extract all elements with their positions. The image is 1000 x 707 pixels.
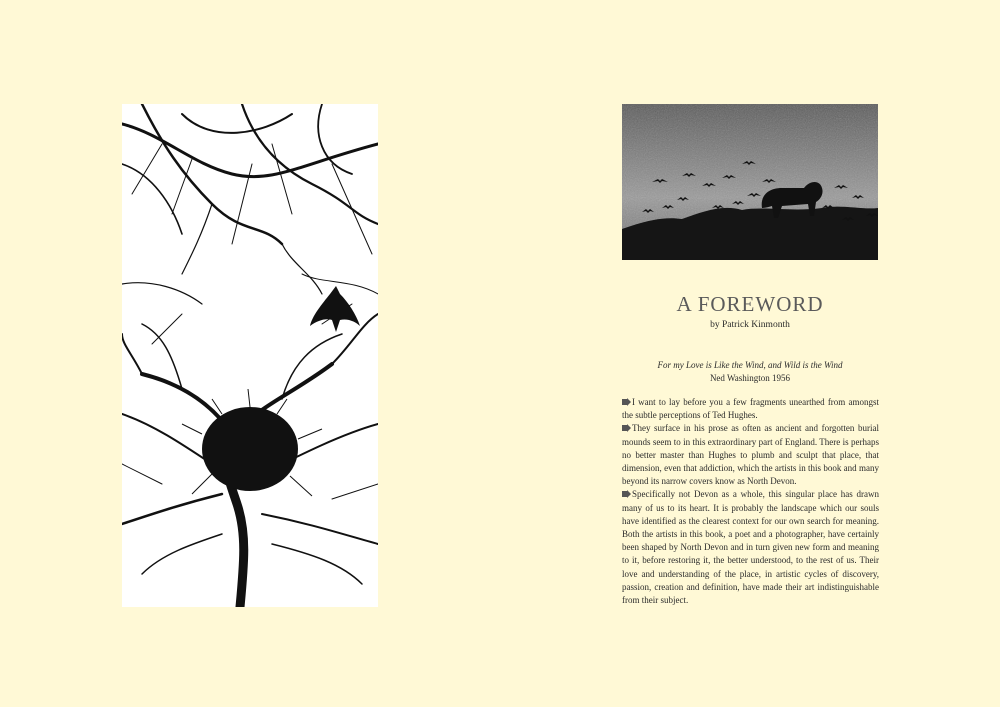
- paragraph-text: They surface in his prose as often as ancient and forgotten burial mounds seem to in this extraordinary part of England. There is perhaps no better master than Hughes to plumb and sculpt that place, that dimension, even that addiction, which the artists in this book and many beyond its narrow covers know as North Devon.: [622, 423, 879, 487]
- epigraph-attribution: Ned Washington 1956: [709, 373, 791, 383]
- page-title: A FOREWORD: [676, 292, 824, 316]
- arrow-bullet-icon: [622, 490, 631, 498]
- paragraph-text: Specifically not Devon as a whole, this singular place has drawn many of us to its heart. It is probably the landscape which our souls have identified as the clearest context for our own search for meaning. Both the artists in this book, a poet and a photographer, have certainly been shaped by North Devon and in turn given new form and meaning to it, before restoring it, the better understood, to the rest of us. Their love and understanding of the place, in artistic cycles of discovery, passion, creation and definition, have made their art indistinguishable from their subject.: [622, 489, 879, 606]
- paragraph: [622, 488, 879, 607]
- sheep-birds-photo: [622, 104, 878, 260]
- paragraph-text: I want to lay before you a few fragments unearthed from amongst the subtle perceptions of Ted Hughes.: [622, 397, 879, 421]
- epigraph-quote: For my Love is Like the Wind, and Wild is the Wind: [657, 360, 843, 370]
- paragraph: [622, 396, 879, 422]
- arrow-bullet-icon: [622, 424, 631, 432]
- epigraph: [622, 359, 878, 385]
- author-byline: by Patrick Kinmonth: [710, 320, 790, 330]
- tree-nest-photo: [122, 104, 378, 607]
- paragraph: [622, 422, 879, 488]
- arrow-bullet-icon: [622, 398, 631, 406]
- foreword-body: [622, 396, 879, 607]
